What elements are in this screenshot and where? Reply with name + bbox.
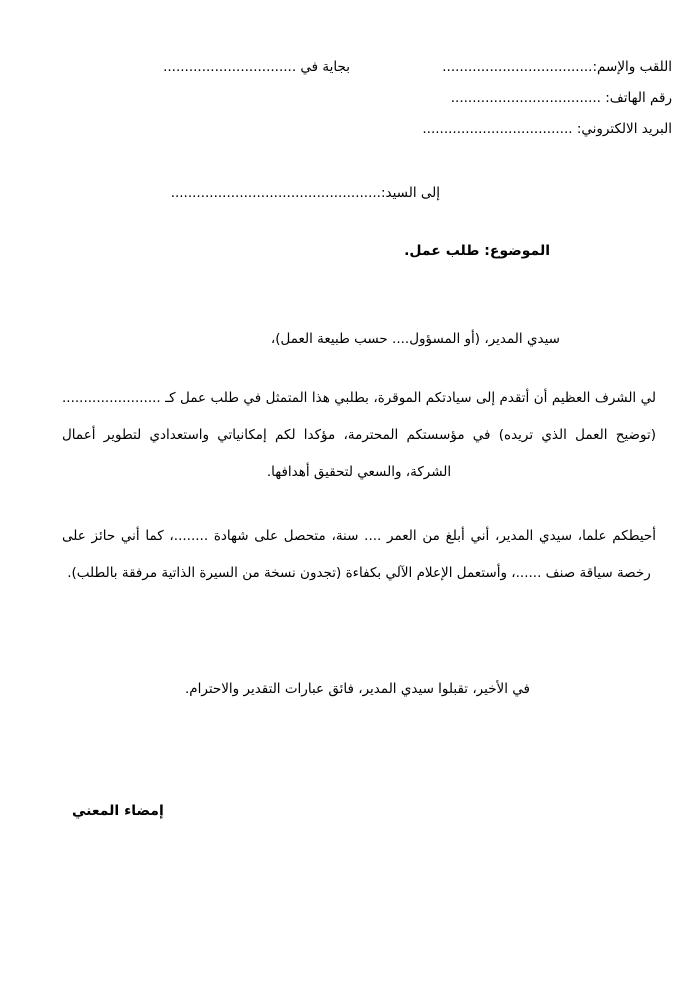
sender-name-field bbox=[372, 52, 672, 83]
sender-email-label: البريد الالكتروني: bbox=[572, 121, 672, 137]
recipient-dots: ................................................. bbox=[170, 185, 381, 201]
body-paragraph-2: أحيطكم علما، سيدي المدير، أني أبلغ من العمر .... سنة، متحصل على شهادة ........، كما أني حائز على رخصة سياقة صنف ......، وأستعمل الإعلام الآلي بكفاءة (تجدون نسخة من السيرة الذاتية مرفقة بالطلب). bbox=[62, 528, 656, 581]
sender-email-field bbox=[372, 114, 672, 145]
sender-phone-label: رقم الهاتف: bbox=[600, 90, 672, 106]
letter-header bbox=[40, 52, 672, 162]
subject-line: الموضوع: طلب عمل. bbox=[404, 243, 550, 259]
signature-line: إمضاء المعني bbox=[72, 803, 164, 819]
body-paragraph-1: لي الشرف العظيم أن أتقدم إلى سيادتكم الموقرة، بطلبي هذا المتمثل في طلب عمل كـ ....................... (توضيح العمل الذي تريده) في مؤسستكم المحترمة، مؤكدا لكم إمكانياتي واستعدادي لتطوير أعمال الشركة، والسعي لتحقيق أهدافها. bbox=[62, 390, 656, 480]
sender-info-block bbox=[372, 52, 672, 145]
sender-name-dots: ................................... bbox=[442, 59, 593, 75]
recipient-label: إلى السيد: bbox=[380, 185, 440, 201]
recipient-line bbox=[90, 180, 440, 206]
sender-name-label: اللقب والإسم: bbox=[592, 59, 672, 75]
place-date-label: بجاية في bbox=[300, 59, 350, 75]
salutation-line: سيدي المدير، (أو المسؤول.... حسب طبيعة العمل)، bbox=[270, 331, 560, 347]
sender-phone-dots: ................................... bbox=[450, 90, 601, 106]
place-date-field bbox=[120, 52, 350, 83]
sender-email-dots: ................................... bbox=[422, 121, 573, 137]
closing-line: في الأخير، تقبلوا سيدي المدير، فائق عبارات التقدير والاحترام. bbox=[184, 681, 530, 697]
place-date-dots: ............................... bbox=[163, 59, 297, 75]
sender-phone-field bbox=[372, 83, 672, 114]
